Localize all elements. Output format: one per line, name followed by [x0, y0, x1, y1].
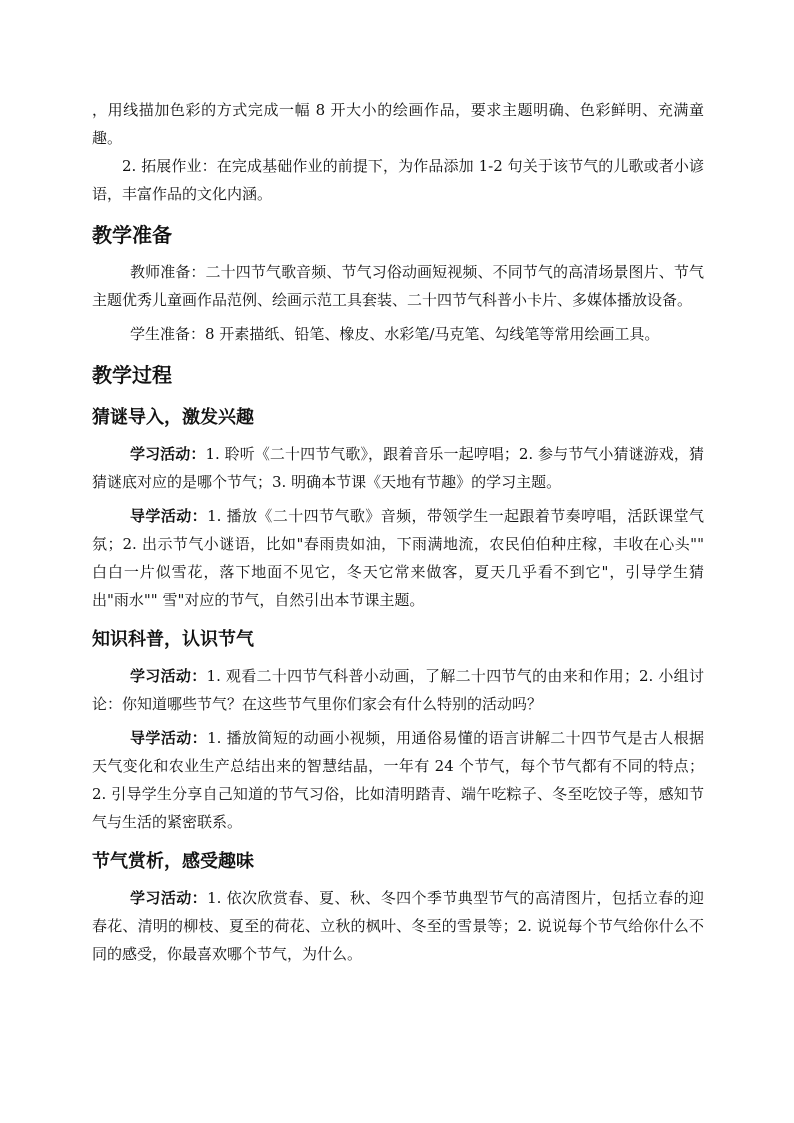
learning-activity-paragraph	[92, 662, 704, 718]
guided-activity-label: 导学活动：	[130, 729, 208, 747]
learning-activity-text: 1. 聆听《二十四节气歌》，跟着音乐一起哼唱；2. 参与节气小猜谜游戏，猜猜谜底对应的是哪个节气；3. 明确本节课《天地有节趣》的学习主题。	[92, 445, 704, 491]
subsection-title-appreciation: 节气赏析，感受趣味	[92, 851, 254, 872]
learning-activity-text: 1. 观看二十四节气科普小动画，了解二十四节气的由来和作用；2. 小组讨论：你知道哪些节气？在这些节气里你们家会有什么特别的活动吗？	[92, 667, 704, 713]
learning-activity-paragraph	[92, 440, 704, 496]
guided-activity-paragraph	[92, 724, 704, 836]
guided-activity-label: 导学活动：	[130, 507, 208, 525]
section-heading-preparation: 教学准备	[92, 223, 172, 247]
learning-activity-paragraph	[92, 884, 704, 968]
document-body	[92, 96, 704, 968]
guided-activity-text: 1. 播放简短的动画小视频，用通俗易懂的语言讲解二十四节气是古人根据天气变化和农业生产总结出来的智慧结晶，一年有 24 个节气，每个节气都有不同的特点；2. 引导学生分享自己知道的节气习俗，比如清明踏青、端午吃粽子、冬至吃饺子等，感知节气与生活的紧密联系。	[92, 729, 704, 831]
subsection-title-riddle-intro: 猜谜导入，激发兴趣	[92, 407, 254, 428]
guided-activity-paragraph	[92, 502, 704, 614]
subsection-title-knowledge: 知识科普，认识节气	[92, 629, 254, 650]
guided-activity-text: 1. 播放《二十四节气歌》音频，带领学生一起跟着节奏哼唱，活跃课堂气氛；2. 出示节气小谜语，比如"春雨贵如油，下雨满地流，农民伯伯种庄稼，丰收在心头"" 白白一片似雪花，落下地面不见它，冬天它常来做客，夏天几乎看不到它"，引导学生猜出"雨水"" 雪"对应的节气，自然引出本节课主题。	[92, 507, 704, 609]
student-preparation-text: 学生准备：8 开素描纸、铅笔、橡皮、水彩笔/马克笔、勾线笔等常用绘画工具。	[130, 325, 660, 343]
teacher-preparation-text: 教师准备：二十四节气歌音频、节气习俗动画短视频、不同节气的高清场景图片、节气主题优秀儿童画作品范例、绘画示范工具套装、二十四节气科普小卡片、多媒体播放设备。	[92, 263, 704, 309]
learning-activity-label: 学习活动：	[130, 889, 208, 907]
learning-activity-label: 学习活动：	[130, 445, 206, 463]
learning-activity-label: 学习活动：	[130, 667, 207, 685]
section-heading-process: 教学过程	[92, 363, 172, 387]
homework-basic-text: ，用线描加色彩的方式完成一幅 8 开大小的绘画作品，要求主题明确、色彩鲜明、充满童趣。	[92, 101, 704, 147]
homework-extension-text: 2. 拓展作业：在完成基础作业的前提下，为作品添加 1-2 句关于该节气的儿歌或者小谚语，丰富作品的文化内涵。	[92, 157, 704, 203]
learning-activity-text: 1. 依次欣赏春、夏、秋、冬四个季节典型节气的高清图片，包括立春的迎春花、清明的柳枝、夏至的荷花、立秋的枫叶、冬至的雪景等；2. 说说每个节气给你什么不同的感受，你最喜欢哪个节气，为什么。	[92, 889, 704, 963]
